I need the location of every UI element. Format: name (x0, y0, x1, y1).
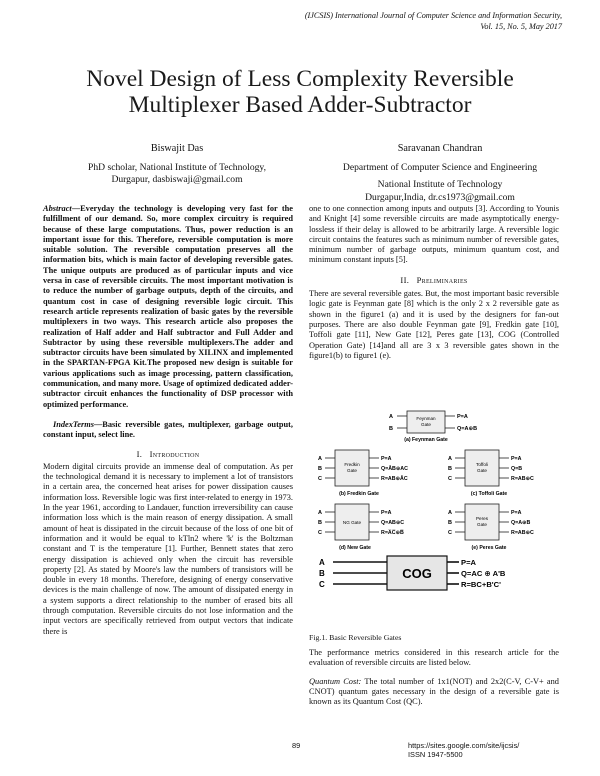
cog-input-c: C (319, 580, 325, 589)
feynman-gate-name-2: Gate (421, 422, 431, 427)
cog-output-r: R=BC+B'C' (461, 580, 501, 589)
peres-input-b: B (448, 520, 452, 526)
footer-url[interactable]: https://sites.google.com/site/ijcsis/ (408, 741, 520, 750)
peres-input-c: C (448, 530, 452, 536)
figure-caption: Fig.1. Basic Reversible Gates (309, 633, 402, 642)
left-column (43, 204, 293, 637)
toffoli-input-b: B (448, 466, 452, 472)
section-heading-introduction (43, 449, 293, 459)
new-gate-output-p: P=A (381, 510, 392, 516)
abstract (43, 204, 293, 410)
fredkin-input-b: B (318, 466, 322, 472)
author-affiliation: National Institute of Technology (377, 179, 503, 190)
figure-svg (309, 408, 559, 630)
toffoli-gate-diagram (448, 450, 534, 497)
cog-gate-diagram (319, 556, 506, 590)
new-gate-output-q: Q=AB⊕C (381, 520, 405, 526)
paper-title (40, 66, 560, 118)
new-gate-input-a: A (318, 510, 322, 516)
footer-info (408, 741, 519, 759)
index-terms (43, 420, 293, 441)
toffoli-output-q: Q=B (511, 466, 523, 472)
toffoli-gate-label: (c) Toffoli Gate (470, 491, 508, 497)
section-heading-preliminaries (309, 275, 559, 285)
diagram-text: Fredkin (344, 462, 360, 467)
section-title: Preliminaries (416, 274, 468, 285)
title-line2: Multiplexer Based Adder-Subtractor (128, 92, 472, 118)
journal-header-line2: Vol. 15, No. 5, May 2017 (480, 22, 562, 31)
title-line1: Novel Design of Less Complexity Reversible (86, 66, 514, 92)
quantum-cost-label: Quantum Cost: (309, 676, 362, 686)
fredkin-gate-diagram (318, 450, 408, 497)
cog-input-a: A (319, 558, 325, 567)
peres-output-q: Q=A⊕B (511, 520, 531, 526)
fredkin-output-r: R=AB⊕ĀC (381, 476, 408, 482)
cog-output-q: Q=AC ⊕ A'B (461, 569, 506, 578)
feynman-input-a: A (389, 414, 393, 420)
page-number: 89 (292, 741, 301, 750)
fredkin-gate-label: (b) Fredkin Gate (339, 491, 379, 497)
toffoli-input-a: A (448, 456, 452, 462)
fredkin-input-c: C (318, 476, 322, 482)
new-gate-output-r: R=A̅C̅⊕B̅ (381, 530, 404, 536)
peres-gate-label: (e) Peres Gate (471, 545, 507, 551)
diagram-text: Gate (477, 522, 487, 527)
toffoli-output-p: P=A (511, 456, 522, 462)
author-department: Department of Computer Science and Engineering (342, 161, 538, 173)
new-gate-diagram (318, 504, 404, 551)
author-block-2 (322, 143, 558, 204)
fredkin-input-a: A (318, 456, 322, 462)
author-block-1 (72, 143, 282, 187)
index-terms-text: —Basic reversible gates, multiplexer, garbage output, constant input, select line. (43, 419, 293, 440)
fredkin-output-q: Q=ĀB⊕AC (381, 466, 408, 472)
peres-output-r: R=AB⊕C (511, 530, 534, 536)
cog-output-p: P=A (461, 558, 476, 567)
quantum-cost-text: The total number of 1x1(NOT) and 2x2(C-V, C-V+ and CNOT) quantum gates necessary in the design of a reversible gate is known as its Quantum Cost (QC). (309, 676, 559, 707)
toffoli-input-c: C (448, 476, 452, 482)
fredkin-output-p: P=A (381, 456, 392, 462)
preliminaries-paragraph: There are several reversible gates. But, the most important basic reversible logic gate is Feynman gate [8] which is the only 2 x 2 reversible gate as shown in the figure1 (a) and it is used by the designers for fan-out purposes. There are also double Feynman gate [9], Fredkin gate [10], Toffoli gate [11], New Gate [12], Peres gate [13], COG (Controlled Operation Gate) [14]and all are 3 x 3 reversible gates shown in the figure1(b) to figure1 (e). (309, 289, 559, 360)
toffoli-output-r: R=AB⊕C (511, 476, 534, 482)
index-terms-label: IndexTerms (53, 419, 94, 429)
new-gate-label: (d) New Gate (339, 545, 371, 551)
new-gate-name: NG Gate (342, 520, 362, 525)
peres-output-p: P=A (511, 510, 522, 516)
diagram-text: Toffoli (476, 462, 488, 467)
diagram-text: Peres (475, 516, 489, 521)
abstract-text: —Everyday the technology is developing very fast for the fulfillment of our demand. So, more complex circuitry is required because of these large computations. Thus, power reduction is an important issue for this. Therefore, reversible computation is more suitable solution. The reversible computation preserves all the information bits, which is main factor of developing reversible gates. The unique outputs are produced as of particular inputs and vice versa in case of reversible circuits. The most important motivation is to reduce the number of garbage outputs, depth of the circuits, and quantum cost in case of designing reversible logic circuit. This research article represents realization of basic gates by the reversible multiplexers in two ways. This research article also proposes the realization of Half adder and Half subtractor and Full Adder and Subtractor by using these reversible multiplexers.The adder and subtractor circuits have been simulated by XILINX and implemented in the SPARTAN-FPGA Kit.The proposed new design is suitable for various applications such as image processing, pattern classification, communication, and many more. Usage of optimized dedicated adder-subtractor circuit enhances the functionality of DSP processor with optimized performance. (43, 204, 293, 409)
feynman-input-b: B (389, 426, 393, 432)
section-number: I. (136, 448, 143, 459)
cog-gate-name: COG (402, 566, 432, 581)
feynman-output-p: P=A (457, 414, 468, 420)
journal-header (202, 10, 562, 32)
author-email: Durgapur,India, dr.cs1973@gmail.com (365, 191, 515, 203)
feynman-gate-name: Feynman (416, 416, 436, 421)
diagram-text: Gate (477, 468, 487, 473)
intro-continuation: one to one connection among inputs and outputs [3]. According to Younis and Knight [4] some reversible circuits are made asymptotically energy-lossless if their delay is allowed to be arbitrarily large. A reversible logic circuit contains the features such as minimum number of reversible gates, minimum number of garbage outputs, minimum quantum cost, and minimum constant inputs [5]. (309, 204, 559, 265)
quantum-cost-paragraph (309, 677, 559, 708)
section-number: II. (400, 274, 410, 285)
new-gate-input-b: B (318, 520, 322, 526)
author-affiliation: PhD scholar, National Institute of Technology, (88, 161, 266, 173)
right-column (309, 204, 559, 361)
author-name: Biswajit Das (150, 143, 204, 154)
peres-input-a: A (448, 510, 452, 516)
feynman-output-q: Q=A⊕B (457, 426, 478, 432)
metrics-paragraph: The performance metrics considered in this research article for the evaluation of reversible circuits are listed below. (309, 648, 559, 668)
introduction-paragraph: Modern digital circuits provide an immense deal of computation. As per the technological demand it is necessary to implement a lot of transistors in a certain area, the concerned heat arises for power dissipation causes information loss. Reversible logic was first inter-related to energy in 1973. In the year 1961, according to Landauer, function irreversibility can cause information loss which is the main reason of energy dissipation. A small amount of heat is dissipated in the circuit because of the loss of one bit of information and it would be equal to kTln2 where 'k' is the Boltzman constant and T is the temperature [1]. Further, Bennett states that zero energy dissipation is achieved only when the circuit has reversible property [2]. As stated by Moore's law the numbers of transistors will be double in every 18 months. Therefore, designing of energy conservative devices is the main challenge of now. The amount of dissipated energy in a system supports a direct relationship to the number of erased bits all through computation. Reversible circuits do not lose information and the input vectors are specifically retrieved from output vectors that indicate there is (43, 461, 293, 636)
author-name: Saravanan Chandran (397, 143, 483, 154)
footer-issn: ISSN 1947-5500 (408, 750, 463, 759)
figure-basic-reversible-gates (309, 408, 559, 630)
right-column-lower (309, 648, 559, 707)
section-title: Introduction (149, 448, 200, 459)
cog-input-b: B (319, 569, 325, 578)
feynman-gate-label: (a) Feynman Gate (404, 437, 448, 443)
new-gate-input-c: C (318, 530, 322, 536)
diagram-text: Gate (347, 468, 357, 473)
author-email: Durgapur, dasbiswaji@gmail.com (111, 174, 243, 185)
journal-header-line1: (IJCSIS) International Journal of Computer Science and Information Security, (304, 11, 562, 20)
abstract-label: Abstract (43, 204, 72, 213)
feynman-gate-diagram (389, 411, 477, 443)
peres-gate-diagram (448, 504, 534, 551)
